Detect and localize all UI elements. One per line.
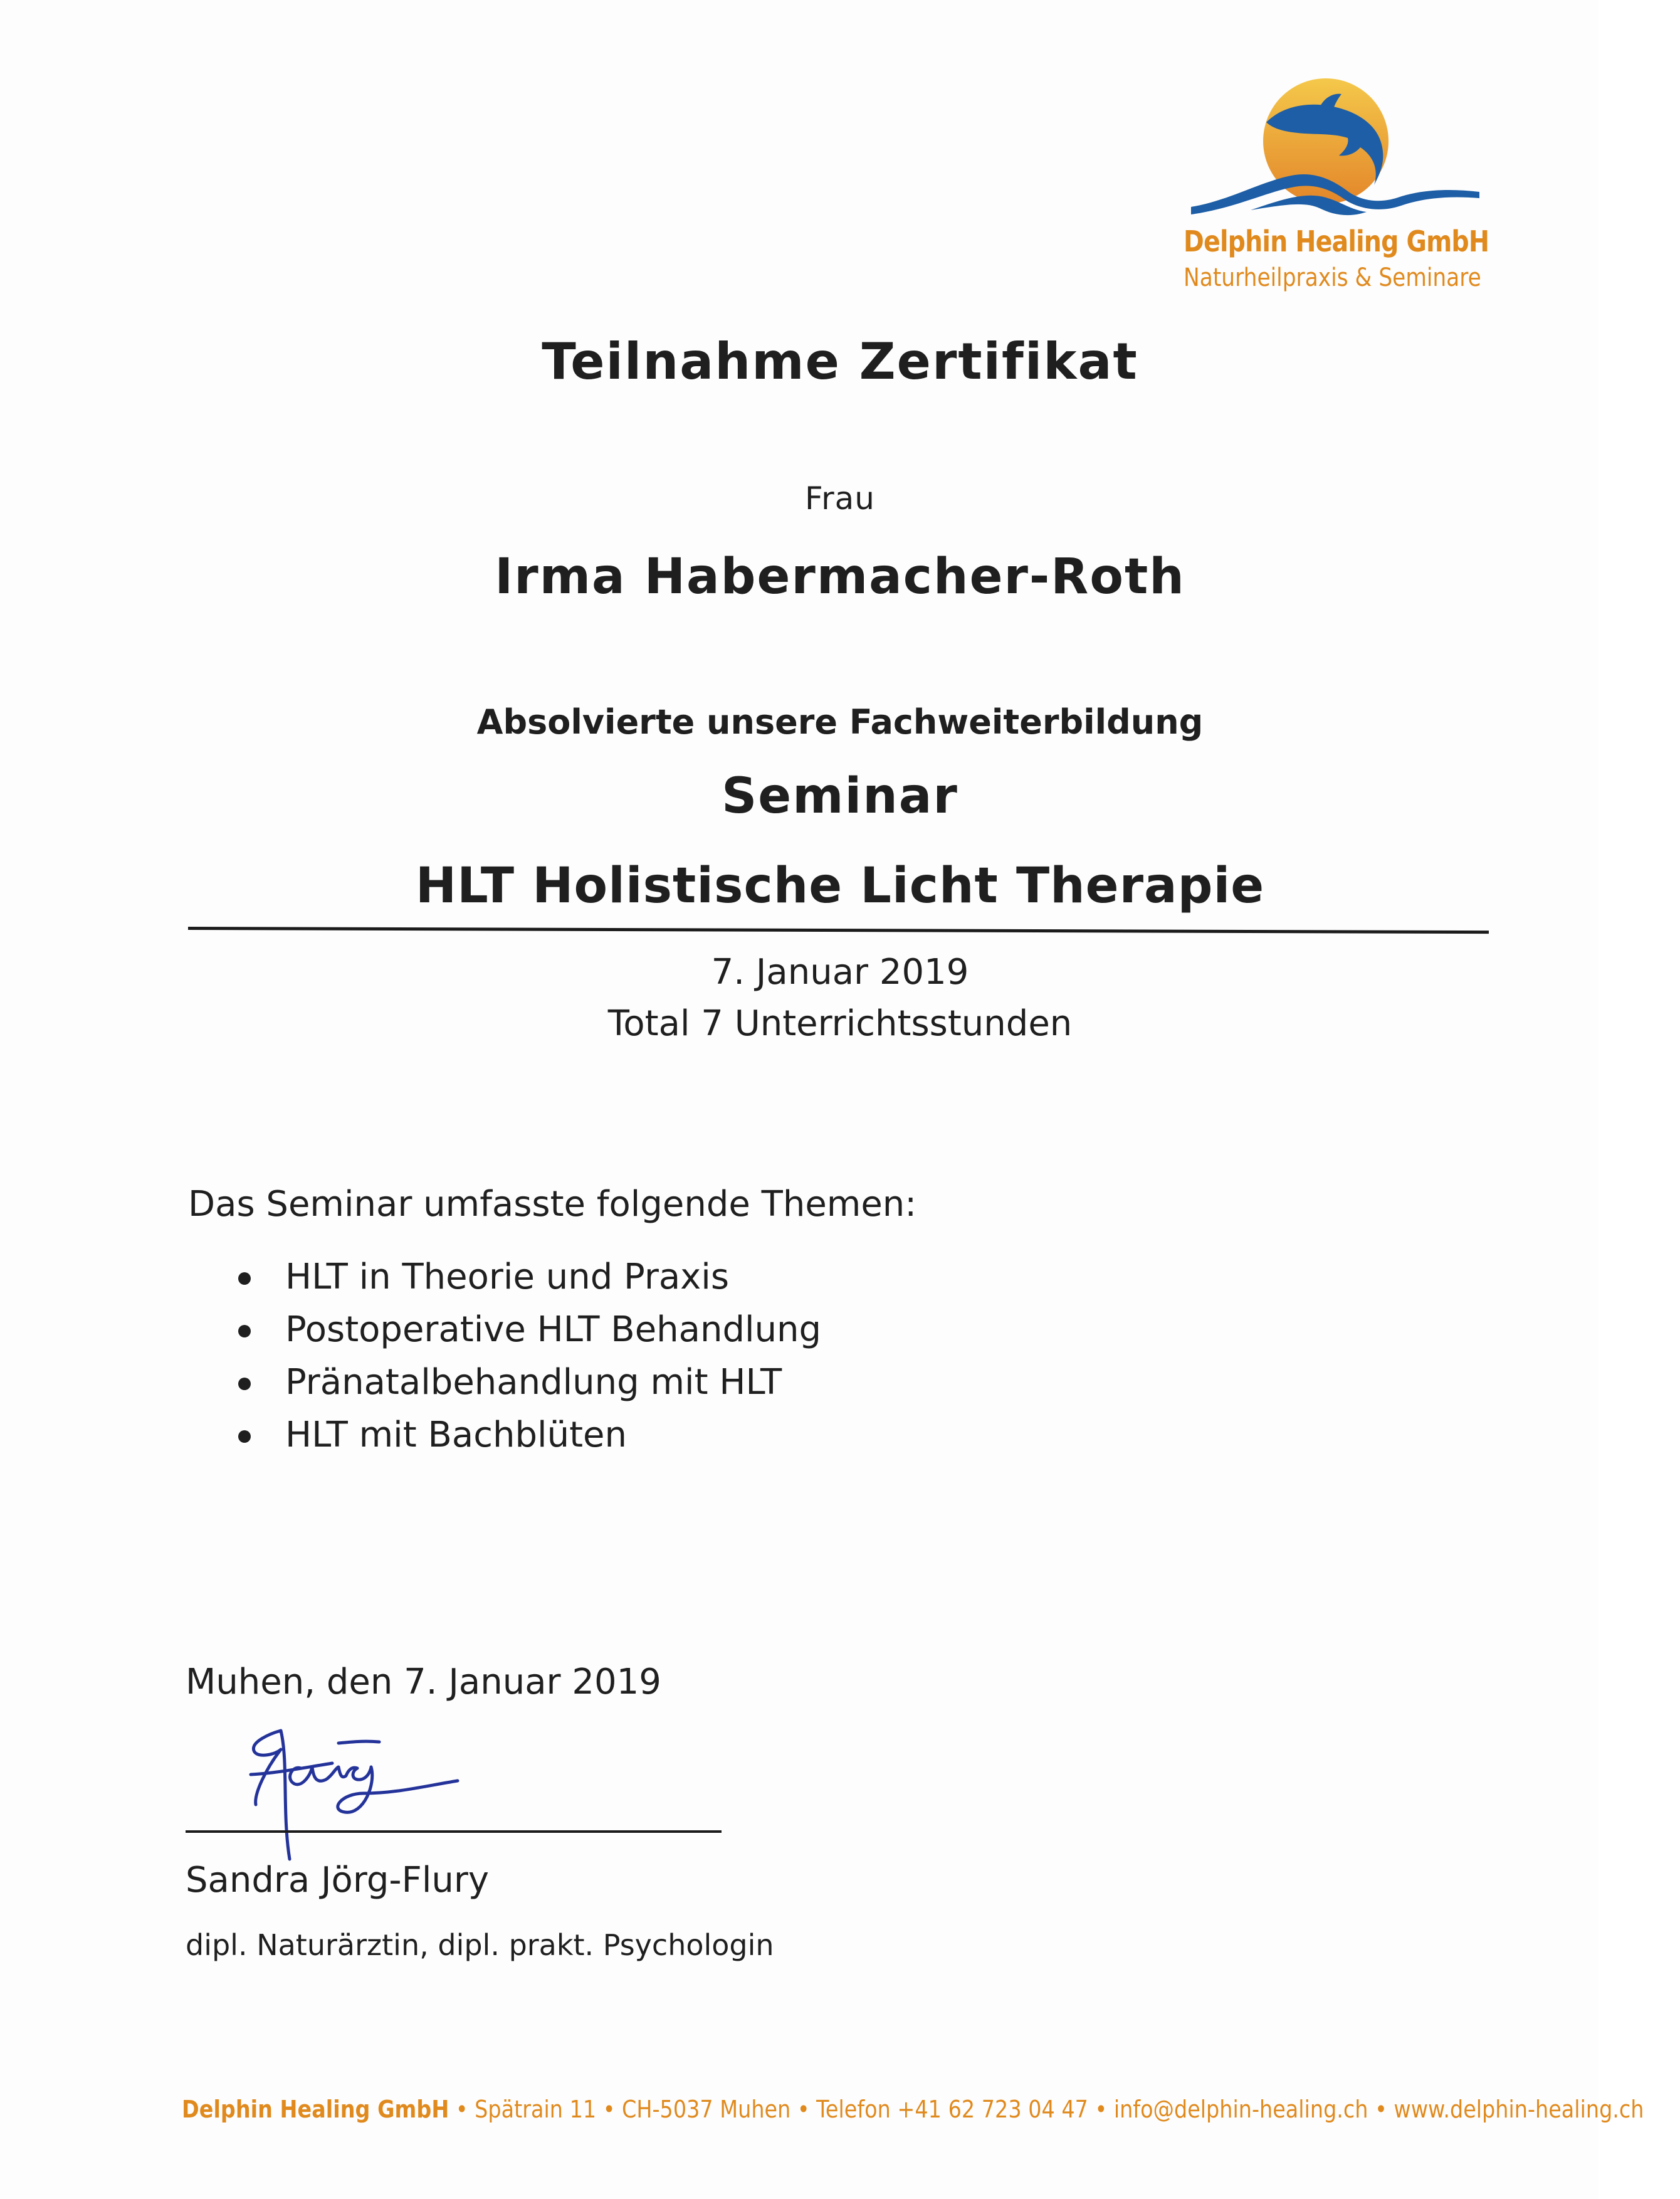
footer-separator: • <box>602 2096 616 2123</box>
bullet-icon <box>238 1325 251 1337</box>
footer-separator: • <box>1375 2096 1387 2123</box>
footer-contact <box>182 2096 1644 2123</box>
bullet-icon <box>238 1378 251 1390</box>
bullet-icon <box>238 1272 251 1285</box>
topic-text: HLT mit Bachblüten <box>285 1415 627 1455</box>
list-item <box>232 1356 821 1409</box>
bullet-icon <box>238 1430 251 1443</box>
course-date: 7. Januar 2019 <box>711 952 969 993</box>
certificate-title: Teilnahme Zertifikat <box>542 332 1138 391</box>
course-type: Seminar <box>722 768 958 825</box>
topics-heading: Das Seminar umfasste folgende Themen: <box>188 1184 917 1225</box>
list-item <box>232 1304 821 1356</box>
handwritten-signature <box>207 1706 520 1862</box>
salutation: Frau <box>804 480 875 517</box>
signer-name: Sandra Jörg-Flury <box>186 1860 490 1901</box>
footer-separator: • <box>797 2096 810 2123</box>
footer-separator: • <box>455 2096 468 2123</box>
footer-city: CH-5037 Muhen <box>621 2096 791 2123</box>
topic-list <box>232 1251 821 1462</box>
topic-text: Pränatalbehandlung mit HLT <box>285 1362 782 1403</box>
company-logo <box>1179 75 1504 301</box>
logo-company-name: Delphin Healing GmbH <box>1184 224 1489 258</box>
topic-text: Postoperative HLT Behandlung <box>285 1309 822 1350</box>
signer-title: dipl. Naturärztin, dipl. prakt. Psychologin <box>186 1928 774 1962</box>
logo-tagline: Naturheilpraxis & Seminare <box>1184 263 1481 292</box>
footer-email-link[interactable]: info@delphin-healing.ch <box>1113 2096 1368 2123</box>
signature-line <box>186 1830 722 1833</box>
divider-line <box>188 927 1489 934</box>
footer-address: Spätrain 11 <box>475 2096 597 2123</box>
dolphin-sun-icon <box>1191 75 1479 232</box>
recipient-name: Irma Habermacher-Roth <box>495 549 1185 605</box>
list-item <box>232 1409 821 1462</box>
footer-company: Delphin Healing GmbH <box>182 2096 449 2123</box>
place-and-date: Muhen, den 7. Januar 2019 <box>186 1662 661 1702</box>
footer-website-link[interactable]: www.delphin-healing.ch <box>1394 2096 1644 2123</box>
course-name: HLT Holistische Licht Therapie <box>415 858 1265 914</box>
list-item <box>232 1251 821 1304</box>
course-hours: Total 7 Unterrichtsstunden <box>607 1003 1073 1044</box>
footer-phone: Telefon +41 62 723 04 47 <box>816 2096 1088 2123</box>
footer-separator: • <box>1095 2096 1108 2123</box>
completion-statement: Absolvierte unsere Fachweiterbildung <box>476 702 1204 742</box>
topic-text: HLT in Theorie und Praxis <box>285 1257 730 1297</box>
